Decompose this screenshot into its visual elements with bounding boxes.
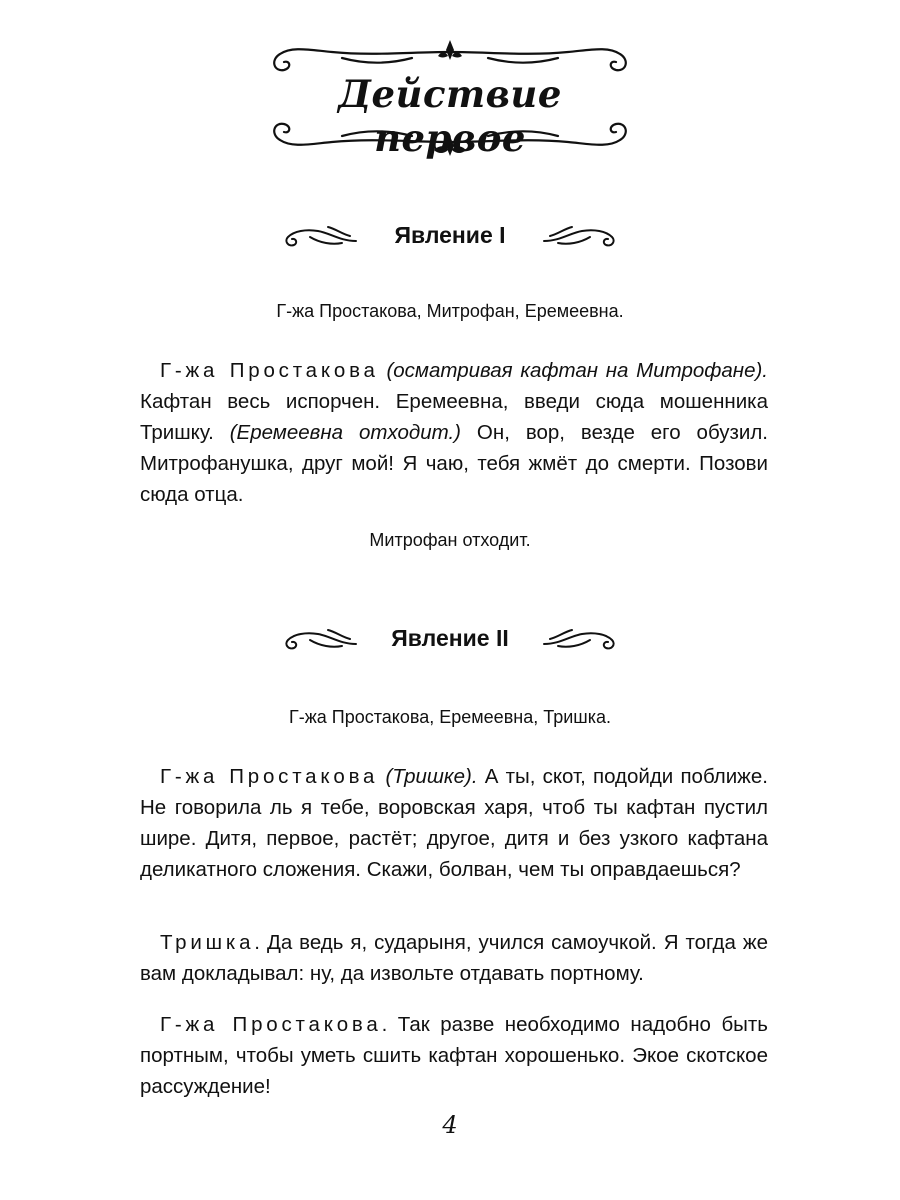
scene-1-title: Явление I bbox=[394, 222, 506, 248]
speaker-name: Г-жа Простакова bbox=[160, 1013, 382, 1036]
dialogue-text: Так разве необходимо надобно быть портным, чтобы уметь сшить кафтан хорошенько. Экое скотское рассуждение! bbox=[140, 1013, 768, 1098]
stage-remark: (Тришке). bbox=[385, 765, 478, 788]
dialogue-text: Да ведь я, сударыня, учился самоучкой. Я тогда же вам докладывал: ну, да извольте отдавать портному. bbox=[140, 931, 768, 985]
scene-2-paragraph-1 bbox=[140, 761, 768, 885]
stage-remark: (осматривая кафтан на Митрофане). bbox=[386, 359, 768, 382]
speaker-name: Г-жа Простакова bbox=[160, 765, 379, 788]
flourish-right-icon bbox=[542, 624, 620, 652]
speaker-name: Г-жа Простакова bbox=[160, 359, 379, 382]
speaker-name: Тришка bbox=[160, 931, 255, 954]
scene-1-characters: Г-жа Простакова, Митрофан, Еремеевна. bbox=[276, 301, 624, 321]
stage-remark: (Еремеевна отходит.) bbox=[229, 421, 461, 444]
flourish-right-icon bbox=[542, 221, 620, 249]
scene-2-title: Явление II bbox=[391, 625, 509, 651]
dialogue-text: Кафтан весь испорчен. Еремеевна, введи сюда мошенника Тришку. bbox=[140, 390, 768, 444]
dialogue-text: Он, вор, везде его обузил. Митрофанушка, друг мой! Я чаю, тебя жмёт до смерти. Позови сюда отца. bbox=[140, 421, 768, 506]
page-number: 4 bbox=[442, 1111, 458, 1139]
scene-1-paragraph-1 bbox=[140, 355, 768, 510]
scene-2-paragraph-3: Г-жа Простакова. Так разве необходимо надобно быть портным, чтобы уметь сшить кафтан хорошенько. Экое скотское рассуждение! bbox=[140, 1013, 768, 1098]
scene-2-header bbox=[280, 618, 620, 658]
dialogue-text: А ты, скот, подойди поближе. Не говорила ль я тебе, воровская харя, чтоб ты кафтан пустил шире. Дитя, первое, растёт; другое, дитя и без узкого кафтана деликатного сложения. Скажи, болван, чем ты оправдаешься? bbox=[140, 765, 768, 881]
act-header bbox=[262, 38, 638, 168]
scene-2-paragraph-2: Тришка. Да ведь я, сударыня, учился самоучкой. Я тогда же вам докладывал: ну, да извольте отдавать портному. bbox=[140, 931, 768, 985]
scene-2-characters: Г-жа Простакова, Еремеевна, Тришка. bbox=[289, 707, 611, 727]
scene-1-stage-direction: Митрофан отходит. bbox=[369, 530, 531, 550]
act-title: Действие первое bbox=[338, 72, 562, 160]
scene-1-header bbox=[280, 215, 620, 255]
